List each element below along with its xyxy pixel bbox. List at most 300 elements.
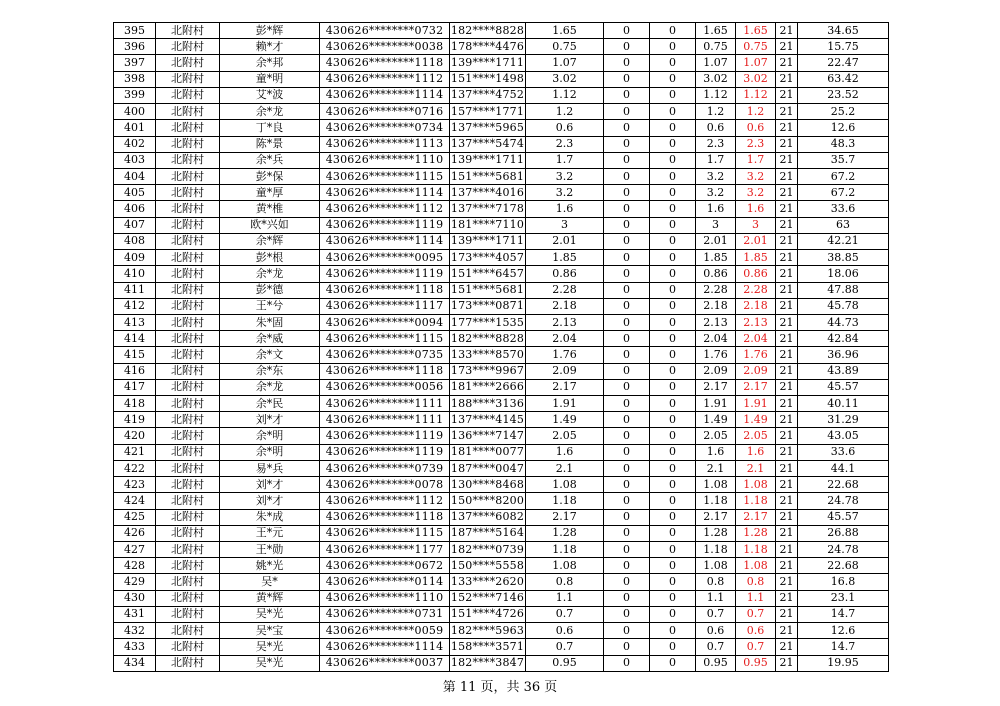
area-check-cell: 1.18: [696, 542, 736, 558]
col-zero-a-cell: 0: [604, 590, 650, 606]
col-zero-a-cell: 0: [604, 314, 650, 330]
col-zero-b-cell: 0: [650, 428, 696, 444]
area-check-cell: 1.12: [696, 87, 736, 103]
amount-cell: 67.2: [798, 185, 889, 201]
area-cell: 2.1: [526, 460, 604, 476]
row-number-cell: 431: [114, 606, 156, 622]
area-check-cell: 0.95: [696, 655, 736, 671]
id-number-cell: 430626********1119: [320, 444, 450, 460]
id-number-cell: 430626********1177: [320, 542, 450, 558]
id-number-cell: 430626********1118: [320, 509, 450, 525]
village-cell: 北附村: [156, 363, 220, 379]
id-number-cell: 430626********1114: [320, 233, 450, 249]
area-confirmed-cell: 1.08: [736, 558, 776, 574]
name-cell: 童*厚: [220, 185, 320, 201]
row-number-cell: 428: [114, 558, 156, 574]
village-cell: 北附村: [156, 379, 220, 395]
area-confirmed-cell: 2.13: [736, 314, 776, 330]
rate-cell: 21: [776, 331, 798, 347]
rate-cell: 21: [776, 55, 798, 71]
area-cell: 3.2: [526, 168, 604, 184]
col-zero-b-cell: 0: [650, 201, 696, 217]
name-cell: 姚*光: [220, 558, 320, 574]
name-cell: 王*勋: [220, 542, 320, 558]
area-check-cell: 1.07: [696, 55, 736, 71]
area-cell: 1.2: [526, 104, 604, 120]
phone-cell: 150****5558: [450, 558, 526, 574]
area-check-cell: 2.1: [696, 460, 736, 476]
area-cell: 2.17: [526, 379, 604, 395]
village-cell: 北附村: [156, 23, 220, 39]
area-confirmed-cell: 1.76: [736, 347, 776, 363]
table-row: [114, 120, 889, 136]
page-footer: 第 11 页，共 36 页: [442, 680, 558, 695]
col-zero-a-cell: 0: [604, 412, 650, 428]
col-zero-a-cell: 0: [604, 379, 650, 395]
id-number-cell: 430626********0038: [320, 39, 450, 55]
row-number-cell: 423: [114, 477, 156, 493]
area-check-cell: 0.75: [696, 39, 736, 55]
phone-cell: 173****0871: [450, 298, 526, 314]
rate-cell: 21: [776, 250, 798, 266]
rate-cell: 21: [776, 120, 798, 136]
row-number-cell: 429: [114, 574, 156, 590]
area-cell: 1.1: [526, 590, 604, 606]
area-confirmed-cell: 2.18: [736, 298, 776, 314]
row-number-cell: 410: [114, 266, 156, 282]
name-cell: 刘*才: [220, 493, 320, 509]
area-cell: 2.01: [526, 233, 604, 249]
row-number-cell: 416: [114, 363, 156, 379]
col-zero-b-cell: 0: [650, 185, 696, 201]
row-number-cell: 408: [114, 233, 156, 249]
amount-cell: 36.96: [798, 347, 889, 363]
area-check-cell: 3: [696, 217, 736, 233]
row-number-cell: 395: [114, 23, 156, 39]
id-number-cell: 430626********1111: [320, 396, 450, 412]
rate-cell: 21: [776, 428, 798, 444]
table-row: [114, 185, 889, 201]
col-zero-a-cell: 0: [604, 217, 650, 233]
name-cell: 余*民: [220, 396, 320, 412]
name-cell: 彭*德: [220, 282, 320, 298]
id-number-cell: 430626********1114: [320, 185, 450, 201]
amount-cell: 48.3: [798, 136, 889, 152]
name-cell: 黄*辉: [220, 590, 320, 606]
row-number-cell: 411: [114, 282, 156, 298]
col-zero-b-cell: 0: [650, 477, 696, 493]
area-check-cell: 2.13: [696, 314, 736, 330]
col-zero-a-cell: 0: [604, 266, 650, 282]
table-row: [114, 347, 889, 363]
rate-cell: 21: [776, 314, 798, 330]
name-cell: 余*文: [220, 347, 320, 363]
id-number-cell: 430626********1114: [320, 87, 450, 103]
amount-cell: 47.88: [798, 282, 889, 298]
rate-cell: 21: [776, 298, 798, 314]
name-cell: 王*兮: [220, 298, 320, 314]
col-zero-a-cell: 0: [604, 347, 650, 363]
col-zero-a-cell: 0: [604, 606, 650, 622]
phone-cell: 151****4726: [450, 606, 526, 622]
col-zero-b-cell: 0: [650, 623, 696, 639]
village-cell: 北附村: [156, 266, 220, 282]
area-cell: 0.7: [526, 639, 604, 655]
col-zero-a-cell: 0: [604, 298, 650, 314]
area-confirmed-cell: 0.86: [736, 266, 776, 282]
village-cell: 北附村: [156, 152, 220, 168]
col-zero-a-cell: 0: [604, 168, 650, 184]
col-zero-b-cell: 0: [650, 444, 696, 460]
col-zero-a-cell: 0: [604, 87, 650, 103]
col-zero-a-cell: 0: [604, 39, 650, 55]
name-cell: 赖*才: [220, 39, 320, 55]
id-number-cell: 430626********1117: [320, 298, 450, 314]
name-cell: 彭*辉: [220, 23, 320, 39]
id-number-cell: 430626********0059: [320, 623, 450, 639]
village-cell: 北附村: [156, 87, 220, 103]
rate-cell: 21: [776, 606, 798, 622]
phone-cell: 188****3136: [450, 396, 526, 412]
col-zero-b-cell: 0: [650, 23, 696, 39]
area-cell: 0.95: [526, 655, 604, 671]
area-confirmed-cell: 1.2: [736, 104, 776, 120]
col-zero-a-cell: 0: [604, 136, 650, 152]
col-zero-b-cell: 0: [650, 558, 696, 574]
phone-cell: 158****3571: [450, 639, 526, 655]
area-check-cell: 3.2: [696, 185, 736, 201]
col-zero-b-cell: 0: [650, 71, 696, 87]
village-cell: 北附村: [156, 168, 220, 184]
phone-cell: 151****5681: [450, 282, 526, 298]
area-check-cell: 1.65: [696, 23, 736, 39]
col-zero-a-cell: 0: [604, 428, 650, 444]
col-zero-a-cell: 0: [604, 460, 650, 476]
phone-cell: 130****8468: [450, 477, 526, 493]
area-confirmed-cell: 0.6: [736, 623, 776, 639]
area-cell: 2.05: [526, 428, 604, 444]
area-cell: 1.76: [526, 347, 604, 363]
area-check-cell: 3.02: [696, 71, 736, 87]
area-check-cell: 1.18: [696, 493, 736, 509]
area-cell: 2.04: [526, 331, 604, 347]
phone-cell: 151****5681: [450, 168, 526, 184]
amount-cell: 23.52: [798, 87, 889, 103]
amount-cell: 33.6: [798, 444, 889, 460]
area-confirmed-cell: 0.8: [736, 574, 776, 590]
row-number-cell: 426: [114, 525, 156, 541]
table-row: [114, 201, 889, 217]
rate-cell: 21: [776, 233, 798, 249]
id-number-cell: 430626********0735: [320, 347, 450, 363]
name-cell: 彭*保: [220, 168, 320, 184]
village-cell: 北附村: [156, 396, 220, 412]
table-row: [114, 104, 889, 120]
phone-cell: 151****1498: [450, 71, 526, 87]
col-zero-b-cell: 0: [650, 233, 696, 249]
area-check-cell: 1.6: [696, 201, 736, 217]
area-check-cell: 1.49: [696, 412, 736, 428]
id-number-cell: 430626********1118: [320, 363, 450, 379]
table-row: [114, 396, 889, 412]
table-row: [114, 363, 889, 379]
col-zero-b-cell: 0: [650, 250, 696, 266]
col-zero-a-cell: 0: [604, 104, 650, 120]
col-zero-b-cell: 0: [650, 87, 696, 103]
village-cell: 北附村: [156, 217, 220, 233]
rate-cell: 21: [776, 87, 798, 103]
area-confirmed-cell: 1.18: [736, 493, 776, 509]
name-cell: 刘*才: [220, 412, 320, 428]
phone-cell: 181****0077: [450, 444, 526, 460]
area-cell: 1.6: [526, 201, 604, 217]
amount-cell: 18.06: [798, 266, 889, 282]
col-zero-b-cell: 0: [650, 120, 696, 136]
phone-cell: 181****2666: [450, 379, 526, 395]
area-check-cell: 1.2: [696, 104, 736, 120]
name-cell: 余*兵: [220, 152, 320, 168]
col-zero-a-cell: 0: [604, 282, 650, 298]
table-row: [114, 606, 889, 622]
col-zero-b-cell: 0: [650, 493, 696, 509]
area-check-cell: 0.7: [696, 606, 736, 622]
col-zero-a-cell: 0: [604, 574, 650, 590]
col-zero-b-cell: 0: [650, 39, 696, 55]
area-cell: 0.6: [526, 623, 604, 639]
table-row: [114, 298, 889, 314]
village-cell: 北附村: [156, 639, 220, 655]
area-cell: 0.75: [526, 39, 604, 55]
name-cell: 余*明: [220, 444, 320, 460]
id-number-cell: 430626********1118: [320, 282, 450, 298]
name-cell: 余*龙: [220, 104, 320, 120]
village-cell: 北附村: [156, 477, 220, 493]
village-cell: 北附村: [156, 412, 220, 428]
col-zero-b-cell: 0: [650, 606, 696, 622]
area-cell: 1.18: [526, 542, 604, 558]
row-number-cell: 403: [114, 152, 156, 168]
row-number-cell: 434: [114, 655, 156, 671]
area-confirmed-cell: 1.07: [736, 55, 776, 71]
name-cell: 余*龙: [220, 379, 320, 395]
id-number-cell: 430626********1119: [320, 428, 450, 444]
col-zero-b-cell: 0: [650, 460, 696, 476]
name-cell: 吴*光: [220, 606, 320, 622]
name-cell: 丁*良: [220, 120, 320, 136]
amount-cell: 43.05: [798, 428, 889, 444]
col-zero-a-cell: 0: [604, 542, 650, 558]
village-cell: 北附村: [156, 444, 220, 460]
col-zero-a-cell: 0: [604, 363, 650, 379]
table-row: [114, 87, 889, 103]
phone-cell: 150****8200: [450, 493, 526, 509]
row-number-cell: 432: [114, 623, 156, 639]
village-cell: 北附村: [156, 606, 220, 622]
area-confirmed-cell: 1.1: [736, 590, 776, 606]
amount-cell: 67.2: [798, 168, 889, 184]
id-number-cell: 430626********1110: [320, 590, 450, 606]
name-cell: 吴*: [220, 574, 320, 590]
amount-cell: 42.21: [798, 233, 889, 249]
name-cell: 余*东: [220, 363, 320, 379]
table-row: [114, 574, 889, 590]
rate-cell: 21: [776, 412, 798, 428]
id-number-cell: 430626********1112: [320, 71, 450, 87]
area-check-cell: 1.91: [696, 396, 736, 412]
area-check-cell: 1.6: [696, 444, 736, 460]
table-row: [114, 509, 889, 525]
phone-cell: 152****7146: [450, 590, 526, 606]
col-zero-a-cell: 0: [604, 233, 650, 249]
phone-cell: 181****7110: [450, 217, 526, 233]
col-zero-a-cell: 0: [604, 55, 650, 71]
rate-cell: 21: [776, 574, 798, 590]
village-cell: 北附村: [156, 574, 220, 590]
phone-cell: 139****1711: [450, 233, 526, 249]
row-number-cell: 405: [114, 185, 156, 201]
area-confirmed-cell: 1.7: [736, 152, 776, 168]
table-row: [114, 525, 889, 541]
col-zero-b-cell: 0: [650, 509, 696, 525]
area-cell: 3.2: [526, 185, 604, 201]
village-cell: 北附村: [156, 185, 220, 201]
area-check-cell: 3.2: [696, 168, 736, 184]
village-cell: 北附村: [156, 298, 220, 314]
area-confirmed-cell: 0.95: [736, 655, 776, 671]
id-number-cell: 430626********1118: [320, 55, 450, 71]
phone-cell: 139****1711: [450, 55, 526, 71]
village-cell: 北附村: [156, 250, 220, 266]
id-number-cell: 430626********0734: [320, 120, 450, 136]
area-check-cell: 0.86: [696, 266, 736, 282]
area-cell: 1.7: [526, 152, 604, 168]
area-confirmed-cell: 1.49: [736, 412, 776, 428]
table-row: [114, 477, 889, 493]
row-number-cell: 397: [114, 55, 156, 71]
table-row: [114, 314, 889, 330]
col-zero-a-cell: 0: [604, 525, 650, 541]
phone-cell: 139****1711: [450, 152, 526, 168]
col-zero-a-cell: 0: [604, 639, 650, 655]
area-check-cell: 2.01: [696, 233, 736, 249]
row-number-cell: 417: [114, 379, 156, 395]
rate-cell: 21: [776, 525, 798, 541]
amount-cell: 26.88: [798, 525, 889, 541]
table-row: [114, 39, 889, 55]
rate-cell: 21: [776, 542, 798, 558]
name-cell: 余*明: [220, 428, 320, 444]
amount-cell: 63.42: [798, 71, 889, 87]
row-number-cell: 398: [114, 71, 156, 87]
rate-cell: 21: [776, 217, 798, 233]
row-number-cell: 414: [114, 331, 156, 347]
village-cell: 北附村: [156, 525, 220, 541]
col-zero-a-cell: 0: [604, 396, 650, 412]
table-row: [114, 136, 889, 152]
rate-cell: 21: [776, 201, 798, 217]
phone-cell: 187****0047: [450, 460, 526, 476]
area-cell: 3: [526, 217, 604, 233]
rate-cell: 21: [776, 477, 798, 493]
data-table: [113, 22, 889, 672]
id-number-cell: 430626********0731: [320, 606, 450, 622]
area-cell: 2.18: [526, 298, 604, 314]
table-row: [114, 655, 889, 671]
id-number-cell: 430626********1112: [320, 201, 450, 217]
name-cell: 黄*椎: [220, 201, 320, 217]
col-zero-b-cell: 0: [650, 55, 696, 71]
village-cell: 北附村: [156, 542, 220, 558]
row-number-cell: 419: [114, 412, 156, 428]
col-zero-b-cell: 0: [650, 525, 696, 541]
area-check-cell: 0.6: [696, 120, 736, 136]
village-cell: 北附村: [156, 590, 220, 606]
area-confirmed-cell: 0.7: [736, 639, 776, 655]
col-zero-b-cell: 0: [650, 266, 696, 282]
table-row: [114, 266, 889, 282]
village-cell: 北附村: [156, 509, 220, 525]
col-zero-b-cell: 0: [650, 655, 696, 671]
col-zero-a-cell: 0: [604, 23, 650, 39]
id-number-cell: 430626********0114: [320, 574, 450, 590]
amount-cell: 63: [798, 217, 889, 233]
area-check-cell: 0.7: [696, 639, 736, 655]
phone-cell: 136****7147: [450, 428, 526, 444]
area-cell: 2.28: [526, 282, 604, 298]
village-cell: 北附村: [156, 282, 220, 298]
rate-cell: 21: [776, 39, 798, 55]
col-zero-b-cell: 0: [650, 314, 696, 330]
table-row: [114, 23, 889, 39]
area-cell: 1.65: [526, 23, 604, 39]
name-cell: 陈*景: [220, 136, 320, 152]
area-check-cell: 1.28: [696, 525, 736, 541]
table-row: [114, 233, 889, 249]
row-number-cell: 424: [114, 493, 156, 509]
id-number-cell: 430626********1112: [320, 493, 450, 509]
area-check-cell: 2.3: [696, 136, 736, 152]
id-number-cell: 430626********0732: [320, 23, 450, 39]
phone-cell: 178****4476: [450, 39, 526, 55]
phone-cell: 137****6082: [450, 509, 526, 525]
area-confirmed-cell: 3.2: [736, 185, 776, 201]
rate-cell: 21: [776, 509, 798, 525]
row-number-cell: 413: [114, 314, 156, 330]
area-cell: 1.49: [526, 412, 604, 428]
rate-cell: 21: [776, 379, 798, 395]
row-number-cell: 430: [114, 590, 156, 606]
phone-cell: 137****5965: [450, 120, 526, 136]
table-row: [114, 217, 889, 233]
amount-cell: 44.73: [798, 314, 889, 330]
phone-cell: 182****5963: [450, 623, 526, 639]
area-confirmed-cell: 1.08: [736, 477, 776, 493]
phone-cell: 133****2620: [450, 574, 526, 590]
rate-cell: 21: [776, 639, 798, 655]
area-confirmed-cell: 3: [736, 217, 776, 233]
id-number-cell: 430626********0094: [320, 314, 450, 330]
area-cell: 1.12: [526, 87, 604, 103]
id-number-cell: 430626********0739: [320, 460, 450, 476]
village-cell: 北附村: [156, 623, 220, 639]
id-number-cell: 430626********1119: [320, 217, 450, 233]
col-zero-a-cell: 0: [604, 477, 650, 493]
row-number-cell: 406: [114, 201, 156, 217]
row-number-cell: 404: [114, 168, 156, 184]
rate-cell: 21: [776, 590, 798, 606]
table-row: [114, 71, 889, 87]
name-cell: 欧*兴如: [220, 217, 320, 233]
